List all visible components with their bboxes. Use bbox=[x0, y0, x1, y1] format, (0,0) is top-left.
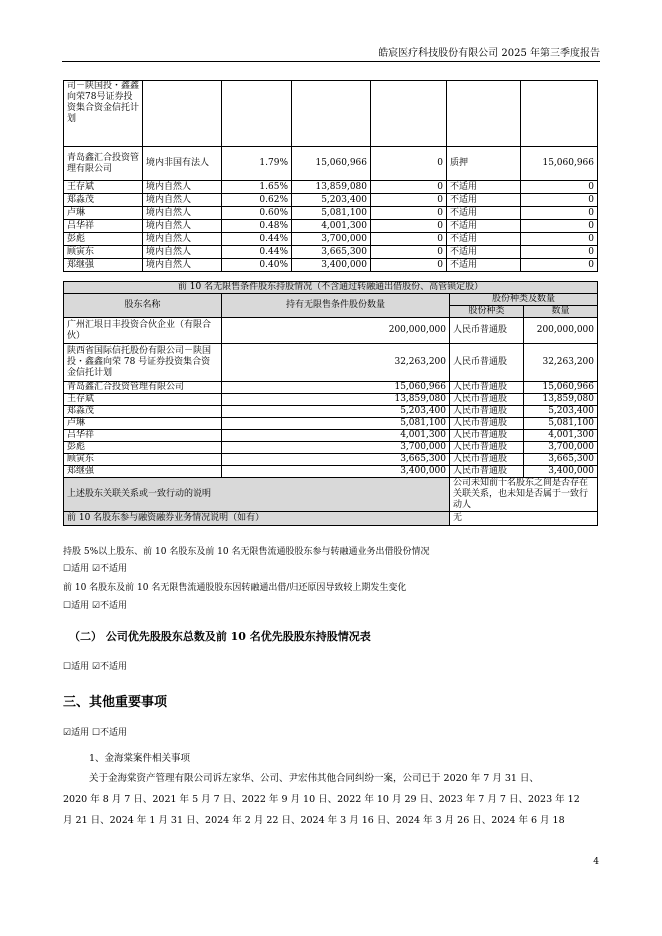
cell-name: 顾寅东 bbox=[64, 246, 143, 259]
checkbox-unchecked-icon[interactable]: ☐ bbox=[63, 662, 72, 672]
cell-type: 人民币普通股 bbox=[450, 430, 524, 442]
cell-pledge-status: 不适用 bbox=[447, 207, 521, 220]
paragraph-line: 关于金海棠资产管理有限公司诉左家华、公司、尹宏伟其他合同纠纷一案，公司已于 2020 年 7 月 31 日、 bbox=[89, 773, 539, 784]
case-paragraph bbox=[63, 768, 599, 831]
table-row bbox=[64, 181, 598, 194]
checkbox-checked-icon[interactable]: ☑ bbox=[91, 662, 101, 672]
cell-type: 人民币普通股 bbox=[450, 344, 524, 382]
cell-pledge-status: 不适用 bbox=[447, 181, 521, 194]
table-row bbox=[64, 344, 598, 382]
cell-count: 3,665,300 bbox=[292, 246, 371, 259]
cell-pledge-count: 0 bbox=[521, 181, 598, 194]
table-row bbox=[64, 147, 598, 181]
top10-shareholders-table bbox=[63, 80, 598, 272]
cell-name: 彭彪 bbox=[64, 233, 143, 246]
section2-title: （二） 公司优先股股东总数及前 10 名优先股股东持股情况表 bbox=[69, 630, 371, 643]
cell-name: 卢琳 bbox=[64, 418, 222, 430]
cell-qty: 3,400,000 bbox=[524, 466, 598, 478]
cell-restricted: 0 bbox=[371, 207, 447, 220]
checkbox-unchecked-icon[interactable]: ☐ bbox=[63, 601, 72, 611]
unrestricted-title: 前 10 名无限售条件股东持股情况（不含通过转融通出借股份、高管锁定股） bbox=[64, 282, 598, 294]
cell-pledge-status: 不适用 bbox=[447, 220, 521, 233]
cell-nature: 境内自然人 bbox=[143, 233, 222, 246]
cell-ratio: 0.60% bbox=[222, 207, 292, 220]
cell-restricted: 0 bbox=[371, 259, 447, 272]
col-shareholder-name: 股东名称 bbox=[64, 294, 222, 318]
col-unrestricted-count: 持有无限售条件股份数量 bbox=[222, 294, 450, 318]
table-row bbox=[64, 430, 598, 442]
cell-name: 青岛鑫汇合投资管理有限公司 bbox=[64, 382, 222, 394]
paragraph-line: 2020 年 8 月 7 日、2021 年 5 月 7 日、2022 年 9 月 10 日、2022 年 10 月 29 日、2023 年 7 月 7 日、2023 年 12 bbox=[63, 794, 580, 805]
cell-type: 人民币普通股 bbox=[450, 454, 524, 466]
checkbox-checked-icon[interactable]: ☑ bbox=[63, 728, 72, 738]
cell-name: 王存斌 bbox=[64, 181, 143, 194]
table-row bbox=[64, 246, 598, 259]
cell-nature: 境内自然人 bbox=[143, 181, 222, 194]
table-row bbox=[64, 394, 598, 406]
cell-name: 郑淼茂 bbox=[64, 194, 143, 207]
change-note: 前 10 名股东及前 10 名无限售流通股股东因转融通出借/归还原因导致较上期发生变化 bbox=[63, 583, 407, 593]
table-row bbox=[64, 207, 598, 220]
cell-count: 3,400,000 bbox=[292, 259, 371, 272]
table-row bbox=[64, 81, 598, 147]
cell-nature: 境内非国有法人 bbox=[143, 147, 222, 181]
cell-pledge-count: 0 bbox=[521, 259, 598, 272]
col-share-qty: 数量 bbox=[524, 306, 598, 318]
cell-count: 3,700,000 bbox=[292, 233, 371, 246]
table-row bbox=[64, 442, 598, 454]
cell-count: 13,859,080 bbox=[292, 181, 371, 194]
cell-nature: 境内自然人 bbox=[143, 259, 222, 272]
cell-pledge-status: 不适用 bbox=[447, 259, 521, 272]
cell-count: 3,400,000 bbox=[222, 466, 450, 478]
page-number: 4 bbox=[593, 857, 599, 867]
header-divider bbox=[62, 61, 600, 62]
section3-title: 三、其他重要事项 bbox=[63, 695, 168, 710]
cell-pledge-count: 15,060,966 bbox=[521, 147, 598, 181]
lending-note: 持股 5%以上股东、前 10 名股东及前 10 名无限售流通股股东参与转融通业务出借股份情况 bbox=[63, 547, 430, 557]
cell-count: 200,000,000 bbox=[222, 318, 450, 344]
cell-nature: 境内自然人 bbox=[143, 207, 222, 220]
cell-pledge-status: 不适用 bbox=[447, 246, 521, 259]
checkbox-unchecked-icon[interactable]: ☐ bbox=[91, 728, 101, 738]
checkbox-checked-icon[interactable]: ☑ bbox=[91, 564, 101, 574]
cell-restricted: 0 bbox=[371, 233, 447, 246]
cell-qty: 4,001,300 bbox=[524, 430, 598, 442]
table-row bbox=[64, 466, 598, 478]
cell-name: 卢琳 bbox=[64, 207, 143, 220]
cell-name: 吕华祥 bbox=[64, 220, 143, 233]
section2-options: ☐适用 ☑不适用 bbox=[63, 662, 128, 672]
change-options: ☐适用 ☑不适用 bbox=[63, 601, 128, 611]
col-share-type-group: 股份种类及数量 bbox=[450, 294, 598, 306]
cell-restricted: 0 bbox=[371, 246, 447, 259]
margin-label: 前 10 名股东参与融资融券业务情况说明（如有） bbox=[64, 512, 450, 526]
cell-restricted bbox=[371, 81, 447, 147]
cell-pledge-count bbox=[521, 81, 598, 147]
cell-pledge-status bbox=[447, 81, 521, 147]
relation-row bbox=[64, 478, 598, 512]
cell-restricted: 0 bbox=[371, 181, 447, 194]
cell-ratio: 1.65% bbox=[222, 181, 292, 194]
cell-count: 5,081,100 bbox=[292, 207, 371, 220]
cell-qty: 32,263,200 bbox=[524, 344, 598, 382]
table-row bbox=[64, 418, 598, 430]
cell-nature: 境内自然人 bbox=[143, 220, 222, 233]
cell-restricted: 0 bbox=[371, 220, 447, 233]
table-row bbox=[64, 220, 598, 233]
cell-pledge-count: 0 bbox=[521, 194, 598, 207]
margin-value: 无 bbox=[450, 512, 598, 526]
cell-qty: 5,203,400 bbox=[524, 406, 598, 418]
cell-qty: 200,000,000 bbox=[524, 318, 598, 344]
cell-qty: 15,060,966 bbox=[524, 382, 598, 394]
cell-pledge-count: 0 bbox=[521, 220, 598, 233]
table-row bbox=[64, 233, 598, 246]
cell-qty: 5,081,100 bbox=[524, 418, 598, 430]
cell-name: 郑淼茂 bbox=[64, 406, 222, 418]
cell-name: 彭彪 bbox=[64, 442, 222, 454]
cell-nature bbox=[143, 81, 222, 147]
cell-nature: 境内自然人 bbox=[143, 194, 222, 207]
cell-name: 王存斌 bbox=[64, 394, 222, 406]
cell-count: 5,203,400 bbox=[292, 194, 371, 207]
cell-qty: 3,665,300 bbox=[524, 454, 598, 466]
cell-pledge-count: 0 bbox=[521, 233, 598, 246]
table-row bbox=[64, 406, 598, 418]
cell-name: 郑继强 bbox=[64, 259, 143, 272]
cell-qty: 13,859,080 bbox=[524, 394, 598, 406]
cell-name: 吕华祥 bbox=[64, 430, 222, 442]
cell-type: 人民币普通股 bbox=[450, 382, 524, 394]
checkbox-checked-icon[interactable]: ☑ bbox=[91, 601, 101, 611]
relation-value: 公司未知前十名股东之间是否存在关联关系，也未知是否属于一致行动人 bbox=[450, 478, 598, 512]
lending-options: ☐适用 ☑不适用 bbox=[63, 564, 128, 574]
section3-options: ☑适用 ☐不适用 bbox=[63, 728, 128, 738]
cell-count: 4,001,300 bbox=[292, 220, 371, 233]
cell-ratio: 0.48% bbox=[222, 220, 292, 233]
cell-pledge-status: 不适用 bbox=[447, 194, 521, 207]
cell-ratio bbox=[222, 81, 292, 147]
cell-type: 人民币普通股 bbox=[450, 394, 524, 406]
cell-count: 5,203,400 bbox=[222, 406, 450, 418]
cell-ratio: 0.62% bbox=[222, 194, 292, 207]
cell-count: 13,859,080 bbox=[222, 394, 450, 406]
table-row bbox=[64, 259, 598, 272]
cell-pledge-count: 0 bbox=[521, 207, 598, 220]
item1-heading: 1、金海棠案件相关事项 bbox=[89, 753, 191, 764]
paragraph-line: 月 21 日、2024 年 1 月 31 日、2024 年 2 月 22 日、2024 年 3 月 16 日、2024 年 3 月 26 日、2024 年 6 月 18 bbox=[63, 815, 565, 826]
cell-ratio: 0.44% bbox=[222, 233, 292, 246]
cell-name: 广州汇垠日丰投资合伙企业（有限合伙） bbox=[64, 318, 222, 344]
cell-name: 顾寅东 bbox=[64, 454, 222, 466]
cell-name: 郑继强 bbox=[64, 466, 222, 478]
cell-count: 4,001,300 bbox=[222, 430, 450, 442]
cell-name: 陕西省国际信托股份有限公司－陕国投・鑫鑫向荣 78 号证券投资集合资金信托计划 bbox=[64, 344, 222, 382]
table-row bbox=[64, 382, 598, 394]
cell-count bbox=[292, 81, 371, 147]
cell-count: 3,665,300 bbox=[222, 454, 450, 466]
cell-name: 司－陕国投・鑫鑫向荣78号证券投资集合资金信托计划 bbox=[64, 81, 143, 147]
margin-row bbox=[64, 512, 598, 526]
cell-count: 3,700,000 bbox=[222, 442, 450, 454]
cell-type: 人民币普通股 bbox=[450, 442, 524, 454]
cell-count: 15,060,966 bbox=[222, 382, 450, 394]
report-header: 皓宸医疗科技股份有限公司 2025 年第三季度报告 bbox=[378, 48, 600, 59]
cell-type: 人民币普通股 bbox=[450, 318, 524, 344]
cell-pledge-status: 不适用 bbox=[447, 233, 521, 246]
cell-type: 人民币普通股 bbox=[450, 418, 524, 430]
cell-pledge-count: 0 bbox=[521, 246, 598, 259]
unrestricted-shareholders-table bbox=[63, 281, 598, 526]
table-row bbox=[64, 318, 598, 344]
cell-restricted: 0 bbox=[371, 147, 447, 181]
cell-ratio: 1.79% bbox=[222, 147, 292, 181]
col-share-type: 股份种类 bbox=[450, 306, 524, 318]
cell-count: 15,060,966 bbox=[292, 147, 371, 181]
cell-count: 32,263,200 bbox=[222, 344, 450, 382]
cell-ratio: 0.44% bbox=[222, 246, 292, 259]
cell-count: 5,081,100 bbox=[222, 418, 450, 430]
cell-type: 人民币普通股 bbox=[450, 466, 524, 478]
cell-pledge-status: 质押 bbox=[447, 147, 521, 181]
cell-ratio: 0.40% bbox=[222, 259, 292, 272]
cell-name: 青岛鑫汇合投资管理有限公司 bbox=[64, 147, 143, 181]
checkbox-unchecked-icon[interactable]: ☐ bbox=[63, 564, 72, 574]
cell-nature: 境内自然人 bbox=[143, 246, 222, 259]
cell-type: 人民币普通股 bbox=[450, 406, 524, 418]
cell-qty: 3,700,000 bbox=[524, 442, 598, 454]
cell-restricted: 0 bbox=[371, 194, 447, 207]
relation-label: 上述股东关联关系或一致行动的说明 bbox=[64, 478, 450, 512]
table-row bbox=[64, 454, 598, 466]
table-row bbox=[64, 194, 598, 207]
